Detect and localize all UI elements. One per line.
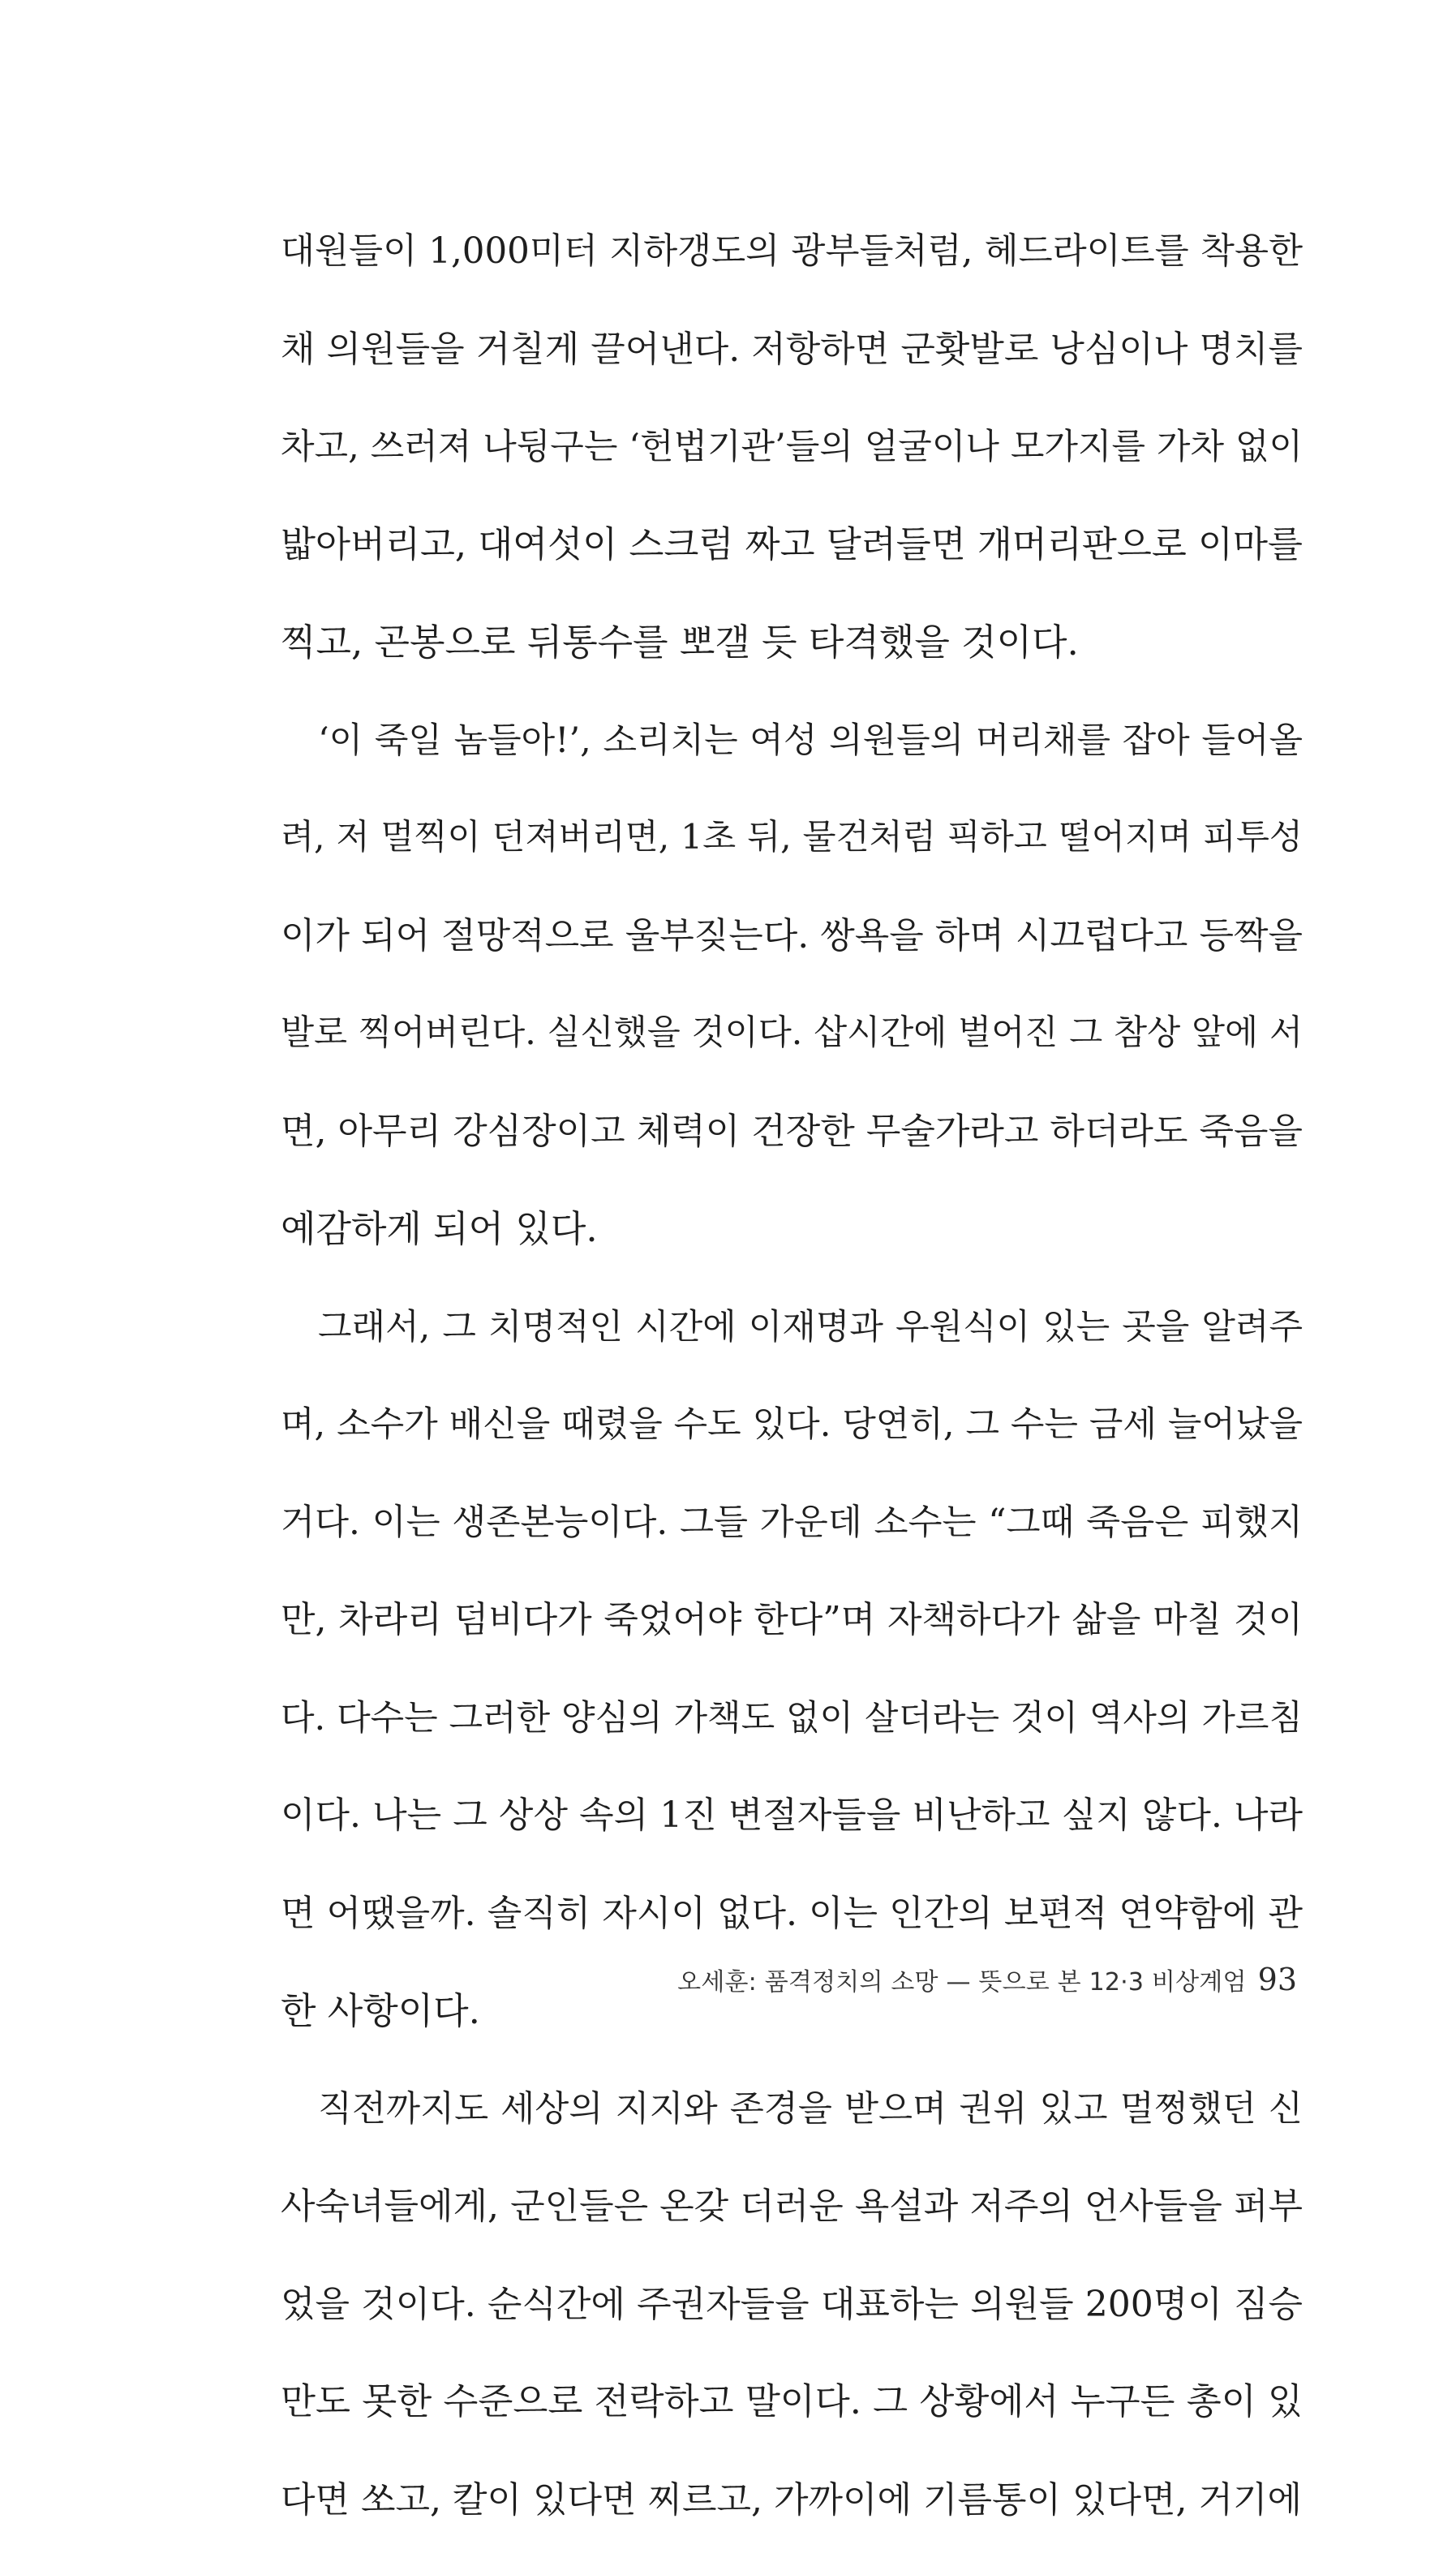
text-line: 직전까지도 세상의 지지와 존경을 받으며 권위 있고 멀쩡했던 신	[281, 2061, 1303, 2159]
text-line: 찍고, 곤봉으로 뒤통수를 뽀갤 듯 타격했을 것이다.	[281, 594, 1303, 692]
text-line: 다. 다수는 그러한 양심의 가책도 없이 살더라는 것이 역사의 가르침	[281, 1670, 1303, 1768]
text-line: 려, 저 멀찍이 던져버리면, 1초 뒤, 물건처럼 픽하고 떨어지며 피투성	[281, 789, 1303, 888]
page-footer	[677, 1962, 1297, 2010]
paragraph	[281, 2061, 1303, 2549]
text-line: 그래서, 그 치명적인 시간에 이재명과 우원식이 있는 곳을 알려주	[281, 1279, 1303, 1377]
running-title: 오세훈: 품격정치의 소망 — 뜻으로 본 12·3 비상계엄	[677, 1962, 1247, 1997]
text-line: 한 사항이다.	[281, 1962, 1303, 2061]
page-number: 93	[1258, 1962, 1297, 1997]
text-line: 차고, 쓰러져 나뒹구는 ‘헌법기관’들의 얼굴이나 모가지를 가차 없이	[281, 398, 1303, 496]
text-line: 면 어땠을까. 솔직히 자시이 없다. 이는 인간의 보편적 연약함에 관	[281, 1865, 1303, 1963]
text-line: 채 의원들을 거칠게 끌어낸다. 저항하면 군홧발로 낭심이나 명치를	[281, 301, 1303, 399]
text-line: 밟아버리고, 대여섯이 스크럼 짜고 달려들면 개머리판으로 이마를	[281, 496, 1303, 595]
body-text	[281, 203, 1303, 2549]
text-line: 거다. 이는 생존본능이다. 그들 가운데 소수는 “그때 죽음은 피했지	[281, 1474, 1303, 1572]
text-line: 대원들이 1,000미터 지하갱도의 광부들처럼, 헤드라이트를 착용한	[281, 203, 1303, 301]
text-line: 다면 쏘고, 칼이 있다면 찌르고, 가까이에 기름통이 있다면, 거기에	[281, 2452, 1303, 2549]
paragraph	[281, 1279, 1303, 2061]
text-line: 이가 되어 절망적으로 울부짖는다. 쌍욕을 하며 시끄럽다고 등짝을	[281, 888, 1303, 986]
text-line: ‘이 죽일 놈들아!’, 소리치는 여성 의원들의 머리채를 잡아 들어올	[281, 692, 1303, 790]
text-line: 며, 소수가 배신을 때렸을 수도 있다. 당연히, 그 수는 금세 늘어났을	[281, 1376, 1303, 1474]
text-line: 예감하게 되어 있다.	[281, 1180, 1303, 1279]
paragraph	[281, 692, 1303, 1279]
paragraph	[281, 203, 1303, 692]
text-line: 만도 못한 수준으로 전락하고 말이다. 그 상황에서 누구든 총이 있	[281, 2353, 1303, 2452]
text-line: 사숙녀들에게, 군인들은 온갖 더러운 욕설과 저주의 언사들을 퍼부	[281, 2158, 1303, 2256]
text-line: 었을 것이다. 순식간에 주권자들을 대표하는 의원들 200명이 짐승	[281, 2256, 1303, 2354]
text-line: 면, 아무리 강심장이고 체력이 건장한 무술가라고 하더라도 죽음을	[281, 1083, 1303, 1181]
text-line: 이다. 나는 그 상상 속의 1진 변절자들을 비난하고 싶지 않다. 나라	[281, 1767, 1303, 1865]
text-line: 만, 차라리 덤비다가 죽었어야 한다”며 자책하다가 삶을 마칠 것이	[281, 1571, 1303, 1670]
text-line: 발로 찍어버린다. 실신했을 것이다. 삽시간에 벌어진 그 참상 앞에 서	[281, 985, 1303, 1083]
